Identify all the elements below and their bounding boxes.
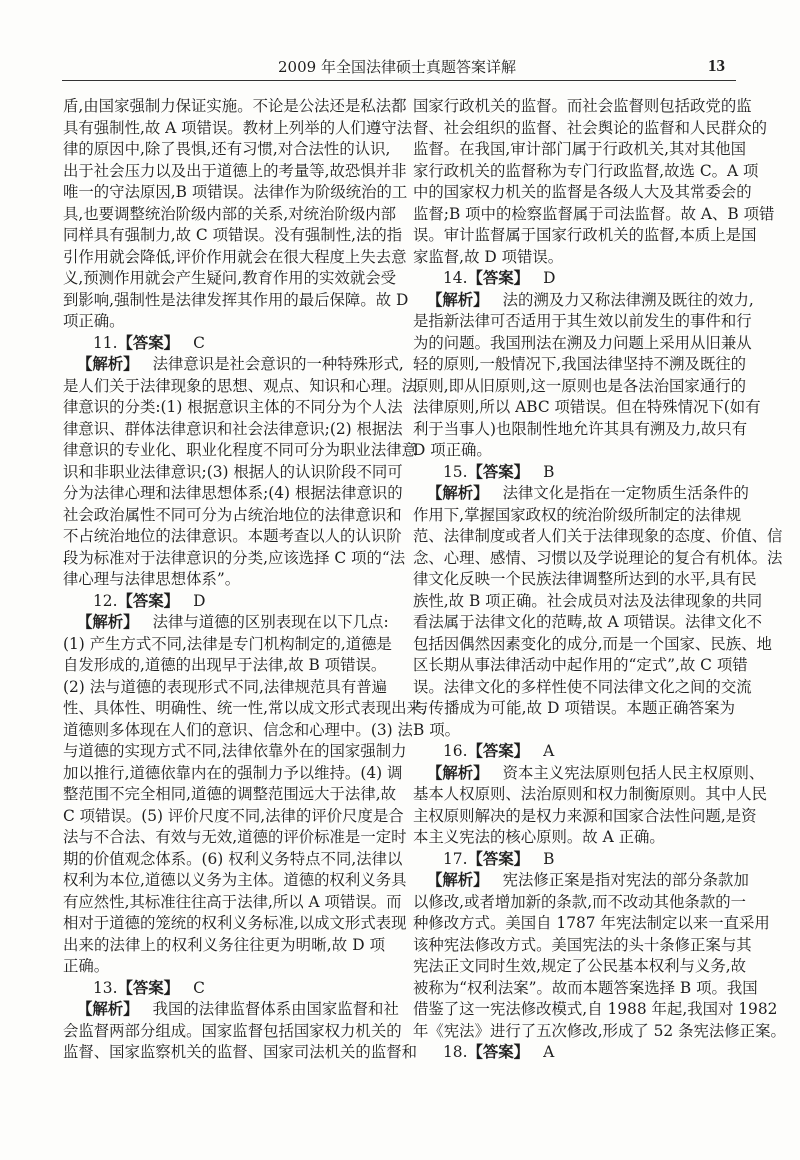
text-line xyxy=(413,290,754,312)
text-line: 监督。在我国,审计部门属于行政机关,其对其他国 xyxy=(413,140,746,158)
header-title: 2009 年全国法律硕士真题答案详解 xyxy=(278,58,516,76)
answer-line xyxy=(413,268,735,290)
question-number: 11. xyxy=(93,333,118,352)
text-line: C 项错误。(5) 评价尺度不同,法律的评价尺度是合 xyxy=(63,806,404,825)
text-line: 是指新法律可否适用于其生效以前发生的事件和行 xyxy=(413,312,752,330)
header-divider xyxy=(62,80,736,81)
text-line xyxy=(63,612,389,634)
text-line: 看法属于法律文化的范畴,故 A 项错误。法律文化不 xyxy=(413,613,762,631)
analysis-text: 法的溯及力又称法律溯及既往的效力, xyxy=(502,290,754,309)
answer-value: D xyxy=(543,269,556,287)
text-line: 出于社会压力以及出于道德上的考量等,故恐惧并非 xyxy=(63,161,407,180)
text-line xyxy=(413,870,749,892)
text-line: (2) 法与道德的表现形式不同,法律规范具有普遍 xyxy=(63,677,388,696)
text-line: 区长期从事法律活动中起作用的“定式”,故 C 项错 xyxy=(413,656,748,674)
text-line xyxy=(413,483,749,505)
text-line: 社会政治属性不同可分为占统治地位的法律意识和 xyxy=(63,505,402,524)
text-line: B 项。 xyxy=(413,720,460,739)
analysis-label: 【解析】 xyxy=(427,763,489,782)
answer-label: 【答案】 xyxy=(117,591,180,610)
text-line: 法与不合法、有效与无效,道德的评价标准是一定时 xyxy=(63,828,407,846)
text-line: 家行政机关的监督称为专门行政监督,故选 C。A 项 xyxy=(413,161,759,180)
text-line: 借鉴了这一宪法修改模式,自 1988 年起,我国对 1982 xyxy=(413,1000,778,1018)
question-number: 12. xyxy=(93,591,118,610)
analysis-label: 【解析】 xyxy=(427,290,489,309)
text-line: 家监督,故 D 项错误。 xyxy=(413,247,564,266)
analysis-text: 我国的法律监督体系由国家监督和社 xyxy=(152,1000,399,1018)
answer-label: 【答案】 xyxy=(467,1043,530,1061)
answer-line xyxy=(413,849,735,871)
answer-label: 【答案】 xyxy=(117,978,180,997)
text-line: 律文化反映一个民族法律调整所达到的水平,具有民 xyxy=(413,570,757,588)
right-column xyxy=(413,96,786,1064)
text-line: 基本人权原则、法治原则和权力制衡原则。其中人民 xyxy=(413,785,767,803)
text-line: 同样具有强制力,故 C 项错误。没有强制性,法的指 xyxy=(63,226,403,244)
text-line: 念、心理、感情、习惯以及学说理论的复合有机体。法 xyxy=(413,548,783,567)
analysis-paragraph xyxy=(413,870,786,1042)
analysis-text: 宪法修正案是指对宪法的部分条款加 xyxy=(502,871,749,889)
analysis-label: 【解析】 xyxy=(427,484,489,502)
text-line: 段为标准对于法律意识的分类,应该选择 C 项的“法 xyxy=(63,548,406,567)
answer-label: 【答案】 xyxy=(117,333,180,352)
analysis-paragraph xyxy=(413,763,767,849)
text-line xyxy=(63,354,404,376)
text-line: 轻的原则,一般情况下,我国法律坚持不溯及既往的 xyxy=(413,355,746,373)
analysis-text: 资本主义宪法原则包括人民主权原则、 xyxy=(502,763,765,782)
question-number: 14. xyxy=(443,269,468,287)
text-line: 原则,即从旧原则,这一原则也是各法治国家通行的 xyxy=(413,376,746,395)
question-number: 16. xyxy=(443,742,468,760)
text-line: 利于当事人)也限制性地允许其具有溯及力,故只有 xyxy=(413,419,748,438)
body-paragraph xyxy=(413,96,775,268)
text-line: 识和非职业法律意识;(3) 根据人的认识阶段不同可 xyxy=(63,462,403,481)
answer-line xyxy=(413,462,735,484)
text-line: 引作用就会降低,评价作用就会在很大程度上失去意 xyxy=(63,247,407,266)
analysis-text: 法律与道德的区别表现在以下几点: xyxy=(152,613,389,631)
answer-line xyxy=(63,591,385,613)
text-line: 本主义宪法的核心原则。故 A 正确。 xyxy=(413,828,665,846)
text-line: 出来的法律上的权利义务往往更为明晰,故 D 项 xyxy=(63,935,385,954)
answer-label: 【答案】 xyxy=(467,742,530,760)
answer-value: C xyxy=(193,978,205,997)
text-line xyxy=(63,999,399,1021)
answer-line xyxy=(413,741,735,763)
text-line: 被称为“权利法案”。故而本题答案选择 B 项。我国 xyxy=(413,978,758,997)
text-line: 族性,故 B 项正确。社会成员对法及法律现象的共同 xyxy=(413,591,763,610)
answer-line xyxy=(63,333,385,355)
answer-line xyxy=(63,978,385,1000)
text-line: 误。审计监督属于国家行政机关的监督,本质上是国 xyxy=(413,226,757,244)
text-line: 具,也要调整统治阶级内部的关系,对统治阶级内部 xyxy=(63,204,396,223)
answer-label: 【答案】 xyxy=(467,462,530,481)
text-line: 国家行政机关的监督。而社会监督则包括政党的监 xyxy=(413,97,752,115)
text-line: 唯一的守法原因,B 项错误。法律作为阶级统治的工 xyxy=(63,183,408,201)
text-line: 正确。 xyxy=(63,957,110,975)
text-line: 道德则多体现在人们的意识、信念和心理中。(3) 法 xyxy=(63,720,413,739)
analysis-paragraph xyxy=(63,354,417,591)
text-line: 盾,由国家强制力保证实施。不论是公法还是私法都 xyxy=(63,97,407,115)
answer-value: B xyxy=(543,462,555,481)
text-line: 是人们关于法律现象的思想、观点、知识和心理。法 xyxy=(63,376,417,395)
text-line: 主权原则解决的是权力来源和国家合法性问题,是资 xyxy=(413,806,757,825)
text-line: 中的国家权力机关的监督是各级人大及其常委会的 xyxy=(413,183,752,201)
answer-label: 【答案】 xyxy=(467,269,530,287)
text-line: 为的问题。我国刑法在溯及力问题上采用从旧兼从 xyxy=(413,333,752,352)
text-line: 该种宪法修改方式。美国宪法的头十条修正案与其 xyxy=(413,935,752,954)
answer-value: A xyxy=(543,1043,555,1061)
text-line: 监督;B 项中的检察监督属于司法监督。故 A、B 项错 xyxy=(413,204,775,223)
text-line: 范、法律制度或者人们关于法律现象的态度、价值、信 xyxy=(413,527,783,545)
text-line: 作用下,掌握国家政权的统治阶级所制定的法律规 xyxy=(413,505,742,524)
text-line xyxy=(413,763,765,785)
answer-value: D xyxy=(193,591,206,610)
text-line: 包括因偶然因素变化的成分,而是一个国家、民族、地 xyxy=(413,634,772,653)
text-line: 到影响,强制性是法律发挥其作用的最后保障。故 D xyxy=(63,290,409,309)
analysis-label: 【解析】 xyxy=(77,1000,139,1018)
text-line: 具有强制性,故 A 项错误。教材上列举的人们遵守法 xyxy=(63,118,412,137)
analysis-paragraph xyxy=(63,999,417,1064)
text-line: D 项正确。 xyxy=(413,441,492,459)
analysis-label: 【解析】 xyxy=(427,871,489,889)
answer-label: 【答案】 xyxy=(467,849,530,868)
text-line: 权利为本位,道德以义务为主体。道德的权利义务具 xyxy=(63,871,407,889)
text-line: 种修改方式。美国自 1787 年宪法制定以来一直采用 xyxy=(413,914,770,932)
text-line: 项正确。 xyxy=(63,312,125,330)
text-line: 有应然性,其标准往往高于法律,所以 A 项错误。而 xyxy=(63,892,402,911)
text-line: 义,预测作用就会产生疑问,教育作用的实效就会受 xyxy=(63,269,396,287)
text-line: 律意识的专业化、职业化程度不同可分为职业法律意 xyxy=(63,441,417,459)
body-paragraph xyxy=(63,96,412,333)
text-line: 不占统治地位的法律意识。本题考查以人的认识阶 xyxy=(63,527,402,545)
text-line: 法律原则,所以 ABC 项错误。但在特殊情况下(如有 xyxy=(413,398,761,416)
text-line: 分为法律心理和法律思想体系;(4) 根据法律意识的 xyxy=(63,484,403,502)
question-number: 13. xyxy=(93,978,118,997)
text-line: 年《宪法》进行了五次修改,形成了 52 条宪法修正案。 xyxy=(413,1021,786,1040)
analysis-text: 法律意识是社会意识的一种特殊形式, xyxy=(152,355,404,373)
text-line: 以修改,或者增加新的条款,而不改动其他条款的一 xyxy=(413,892,746,911)
answer-line xyxy=(413,1042,735,1064)
answer-value: A xyxy=(543,742,555,760)
text-line: 自发形成的,道德的出现早于法律,故 B 项错误。 xyxy=(63,656,387,674)
analysis-label: 【解析】 xyxy=(77,355,139,373)
text-line: 律意识、群体法律意识和社会法律意识;(2) 根据法 xyxy=(63,419,403,438)
text-line: 律的原因中,除了畏惧,还有习惯,对合法性的认识, xyxy=(63,140,391,158)
answer-value: C xyxy=(193,333,205,352)
analysis-paragraph xyxy=(413,290,761,462)
analysis-paragraph xyxy=(63,612,427,978)
text-line: 会监督两部分组成。国家监督包括国家权力机关的 xyxy=(63,1021,402,1040)
analysis-text: 法律文化是指在一定物质生活条件的 xyxy=(502,484,749,502)
text-line: 相对于道德的笼统的权利义务标准,以成文形式表现 xyxy=(63,914,407,932)
question-number: 18. xyxy=(443,1043,468,1061)
text-line: 整范围不完全相同,道德的调整范围远大于法律,故 xyxy=(63,785,396,803)
left-column xyxy=(63,96,427,1064)
text-line: 期的价值观念体系。(6) 权利义务特点不同,法律以 xyxy=(63,849,403,868)
question-number: 15. xyxy=(443,462,468,481)
text-line: 律意识的分类:(1) 根据意识主体的不同分为个人法 xyxy=(63,398,403,416)
text-line: 与道德的实现方式不同,法律依靠外在的国家强制力 xyxy=(63,742,407,760)
analysis-paragraph xyxy=(413,483,783,741)
text-line: 宪法正文同时生效,规定了公民基本权利与义务,故 xyxy=(413,957,746,975)
text-line: 加以推行,道德依靠内在的强制力予以维持。(4) 调 xyxy=(63,763,403,782)
text-line: 督、社会组织的监督、社会舆论的监督和人民群众的 xyxy=(413,118,767,137)
text-line: 律心理与法律思想体系”。 xyxy=(63,570,241,588)
page-number: 13 xyxy=(708,56,725,75)
text-line: 与传播成为可能,故 D 项错误。本题正确答案为 xyxy=(413,699,735,717)
text-line: 误。法律文化的多样性使不同法律文化之间的交流 xyxy=(413,677,752,696)
analysis-label: 【解析】 xyxy=(77,613,139,631)
text-line: (1) 产生方式不同,法律是专门机构制定的,道德是 xyxy=(63,634,392,653)
answer-value: B xyxy=(543,849,555,868)
text-line: 性、具体性、明确性、统一性,常以成文形式表现出来, xyxy=(63,699,427,717)
text-line: 监督、国家监察机关的监督、国家司法机关的监督和 xyxy=(63,1043,417,1061)
question-number: 17. xyxy=(443,849,468,868)
